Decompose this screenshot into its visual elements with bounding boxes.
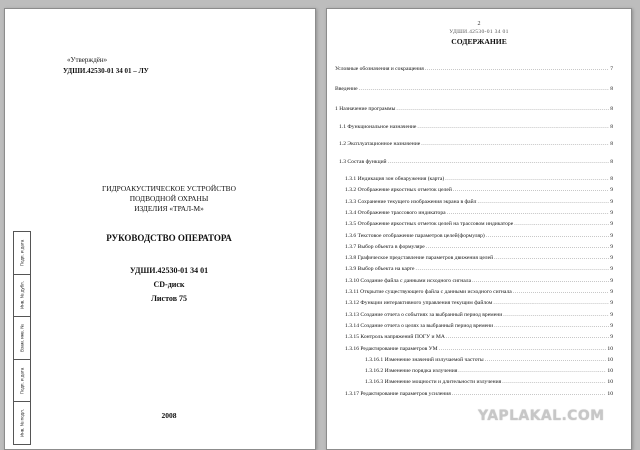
toc-leader-dots [415,266,609,272]
document-title: РУКОВОДСТВО ОПЕРАТОРА [106,233,232,243]
toc-leader-dots [486,233,609,239]
toc-leader-dots [447,210,610,216]
toc-entry-page: 9 [610,334,613,341]
stamp-label: Инв. № подл. [19,409,25,438]
toc-entry-title: 1.3.16.3 Изменение мощности и длительности излучения [365,379,502,386]
approved-label: «Утверждён» [67,56,108,64]
toc-entry [339,141,613,147]
toc-leader-dots [452,391,607,397]
toc-entry-page: 9 [610,243,613,250]
toc-entry [339,124,613,130]
toc-entry [345,210,613,216]
toc-entry-page: 10 [607,345,613,352]
toc-entry [345,334,613,340]
stamp-cell [14,232,30,274]
product-line: ИЗДЕЛИЯ «ТРАЛ-М» [134,204,204,213]
toc-entry [365,368,613,374]
toc-leader-dots [514,221,609,227]
toc-entry-page: 10 [607,390,613,397]
stamp-label: Подп. и дата [19,367,25,394]
toc-leader-dots [417,124,609,130]
toc-entry-page: 9 [610,187,613,194]
toc-entry-title: 1.3.4 Отображение трассового индикатора [345,209,446,216]
toc-leader-dots [494,255,609,261]
toc-entry-title: 1.3.5 Отображение яркостных отметок целей на трассовом индикаторе [345,221,514,228]
toc-entry-page: 9 [610,300,613,307]
toc-leader-dots [425,66,609,72]
toc-entry-page: 9 [610,322,613,329]
toc-entry [345,312,613,318]
title-page [4,8,316,450]
toc-entry-page: 8 [610,176,613,182]
toc-leader-dots [513,289,609,295]
toc-entry [339,159,613,165]
toc-leader-dots [503,312,609,318]
toc-entry-page: 8 [610,86,613,92]
toc-entry [345,221,613,227]
toc-leader-dots [445,176,609,182]
toc-entry [345,278,613,284]
toc-leader-dots [502,379,606,385]
toc-entry-page: 9 [610,198,613,205]
stamp-label: Взам. инв. № [19,324,25,352]
toc-entry-title: 1.3.6 Текстовое отображение параметров целей(формуляр) [345,232,485,239]
toc-entry-title: 1.3.12 Функции интерактивного управления текущим файлом [345,300,493,307]
toc-leader-dots [458,368,606,374]
toc-entry-title: 1.3.2 Отображение яркостных отметок целей [345,187,452,194]
toc-leader-dots [453,187,609,193]
stamp-cell [14,401,30,444]
toc-entry [345,199,613,205]
toc-entry-page: 9 [610,277,613,284]
toc-leader-dots [439,346,607,352]
toc-entry-title: 1 Назначение программы [335,106,396,112]
toc-entry-page: 7 [610,66,613,72]
toc-entry-page: 9 [610,209,613,216]
stamp-label: Подп. и дата [19,239,25,267]
toc-leader-dots [477,199,609,205]
contents-page [326,8,632,450]
toc-entry-title: 1.1 Функциональное назначение [339,123,417,130]
document-identity [39,264,299,306]
toc-leader-dots [388,159,610,165]
product-name [39,184,299,214]
toc-leader-dots [426,244,609,250]
toc-entry-page: 9 [610,255,613,262]
toc-entry [365,357,613,363]
toc-entry-title: 1.3.17 Редактирование параметров усиления [345,390,451,397]
toc-entry-page: 10 [607,356,613,363]
toc-leader-dots [421,141,609,147]
sheets-count: Листов 75 [150,294,188,303]
toc-leader-dots [493,300,609,306]
toc-entry-page: 9 [610,266,613,273]
toc-entry-title: 1.3.8 Графическое представление параметров движения целей [345,255,494,262]
contents-heading: СОДЕРЖАНИЕ [451,37,507,46]
toc-entry-title: 1.3.11 Открытие существующего файла с данными исходного сигнала [345,289,512,295]
toc-entry [345,289,613,295]
toc-entry-title: 1.3.14 Создание отчета о целях за выбранный период времени [345,322,494,329]
toc-entry-title: 1.3.16 Редактирование параметров УМ [345,345,438,352]
toc-entry [335,86,613,92]
toc-entry-title: 1.3 Состав функций [339,158,387,165]
toc-entry [345,266,613,272]
toc-entry [345,300,613,306]
toc-entry-title: 1.3.13 Создание отчета о событиях за выбранный период времени [345,311,503,318]
document-year: 2008 [161,411,177,420]
stamp-cell [14,316,30,359]
toc-entry-page: 8 [610,106,613,112]
toc-entry-page: 9 [610,221,613,228]
toc-entry-page: 8 [610,141,613,147]
site-watermark: YAPLAKAL.COM [478,408,605,424]
toc-entry-title: 1.3.15 Контроль напряжений ПОГУ и МА [345,334,445,341]
toc-entry-page: 9 [610,311,613,318]
toc-entry [345,187,613,193]
toc-entry [345,323,613,329]
toc-entry-title: 1.3.9 Выбор объекта на карте [345,266,415,273]
product-line: ГИДРОАКУСТИЧЕСКОЕ УСТРОЙСТВО [102,184,236,193]
toc-entry [335,106,613,112]
document-code: УДШИ.42530-01 34 01 [129,266,209,275]
toc-entry-page: 10 [607,368,613,375]
toc-entry [345,244,613,250]
toc-entry-title: 1.3.10 Создание файла с данными исходного сигнала [345,277,472,284]
toc-entry-page: 10 [607,379,613,386]
toc-entry-title: 1.2 Эксплуатационное назначение [339,141,421,147]
toc-entry [345,346,613,352]
stamp-cell [14,274,30,317]
toc-entry-page: 9 [610,289,613,295]
toc-entry [345,176,613,182]
toc-leader-dots [494,323,609,329]
approved-code: УДШИ.42530-01 34 01 – ЛУ [63,67,149,75]
toc-entry [345,255,613,261]
toc-entry [335,66,613,72]
toc-entry-title: 1.3.16.2 Изменение порядка излучения [365,368,458,375]
toc-entry-title: Условные обозначения и сокращения [335,66,424,72]
toc-leader-dots [472,278,609,284]
toc-entry-title: 1.3.7 Выбор объекта в формуляре [345,243,425,250]
toc-entry [365,379,613,385]
toc-leader-dots [485,357,607,363]
approval-block [63,55,149,77]
page-number: 2 [477,21,481,27]
toc-entry-title: 1.3.1 Индикация зон обнаружения (карта) [345,176,445,182]
toc-entry-page: 8 [610,158,613,165]
toc-leader-dots [359,86,610,92]
stamp-label: Инв. № дубл. [19,281,25,310]
product-line: ПОДВОДНОЙ ОХРАНЫ [129,194,209,203]
toc-entry-title: Введение [335,86,358,92]
stamp-cell [14,359,30,402]
toc-entry-title: 1.3.16.1 Изменение значений излучаемой частоты [365,356,484,363]
toc-entry [345,391,613,397]
toc-entry [345,233,613,239]
signature-stamp-column [13,231,31,445]
media-label: CD-диск [153,280,185,289]
toc-leader-dots [396,106,609,112]
toc-entry-page: 8 [610,123,613,130]
table-of-contents [327,9,631,449]
page-header-code: УДШИ.42530-01 34 01 [449,29,509,35]
toc-entry-title: 1.3.3 Сохранение текущего изображения экрана в файл [345,198,477,205]
toc-leader-dots [446,334,609,340]
toc-entry-page: 9 [610,232,613,239]
